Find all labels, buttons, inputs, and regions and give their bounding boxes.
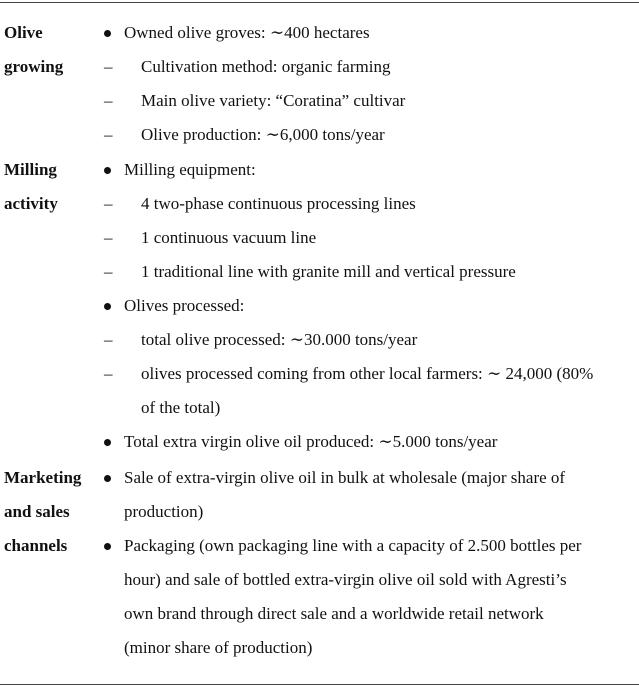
sub-item-text: 1 traditional line with granite mill and vertical pressure [141,262,516,281]
dash-marker-icon: – [104,91,113,110]
row-category-label: Marketing [4,468,82,487]
dash-marker-icon: – [104,364,113,383]
sub-item-text: 4 two-phase continuous processing lines [141,194,416,213]
table-top-rule [0,2,639,3]
sub-item-text: total olive processed: ∼30.000 tons/year [141,330,418,349]
bullet-item-text: (minor share of production) [124,638,313,657]
bullet-item-text: Packaging (own packaging line with a capacity of 2.500 bottles per [124,536,582,555]
row-category-label: growing [4,57,64,76]
sub-item-text: 1 continuous vacuum line [141,228,317,247]
row-category-label: activity [4,194,58,213]
row-category-label: Milling [4,160,57,179]
dash-marker-icon: – [104,262,113,281]
row-category-label: Olive [4,23,43,42]
dash-marker-icon: – [104,228,113,247]
sub-item-text: Cultivation method: organic farming [141,57,391,76]
bullet-dot-icon [104,543,111,550]
bullet-dot-icon [104,167,111,174]
bullet-item-text: Total extra virgin olive oil produced: ∼5.000 tons/year [124,432,498,451]
bullet-dot-icon [104,439,111,446]
bullet-item-text: production) [124,502,204,521]
table-bottom-rule [0,684,639,685]
dash-marker-icon: – [104,57,113,76]
sub-item-text: Olive production: ∼6,000 tons/year [141,125,385,144]
bullet-dot-icon [104,30,111,37]
row-category-label: and sales [4,502,70,521]
bullet-item-text: Olives processed: [124,296,245,315]
bullet-item-text: hour) and sale of bottled extra-virgin olive oil sold with Agresti’s [124,570,567,589]
row-category-label: channels [4,536,68,555]
dash-marker-icon: – [104,194,113,213]
bullet-dot-icon [104,475,111,482]
bullet-item-text: own brand through direct sale and a worldwide retail network [124,604,544,623]
bullet-item-text: Milling equipment: [124,160,256,179]
sub-item-text: Main olive variety: “Coratina” cultivar [141,91,406,110]
dash-marker-icon: – [104,125,113,144]
dash-marker-icon: – [104,330,113,349]
bullet-dot-icon [104,303,111,310]
sub-item-text: of the total) [141,398,221,417]
sub-item-text: olives processed coming from other local farmers: ∼ 24,000 (80% [141,364,594,383]
bullet-item-text: Sale of extra-virgin olive oil in bulk at wholesale (major share of [124,468,566,487]
bullet-item-text: Owned olive groves: ∼400 hectares [124,23,370,42]
